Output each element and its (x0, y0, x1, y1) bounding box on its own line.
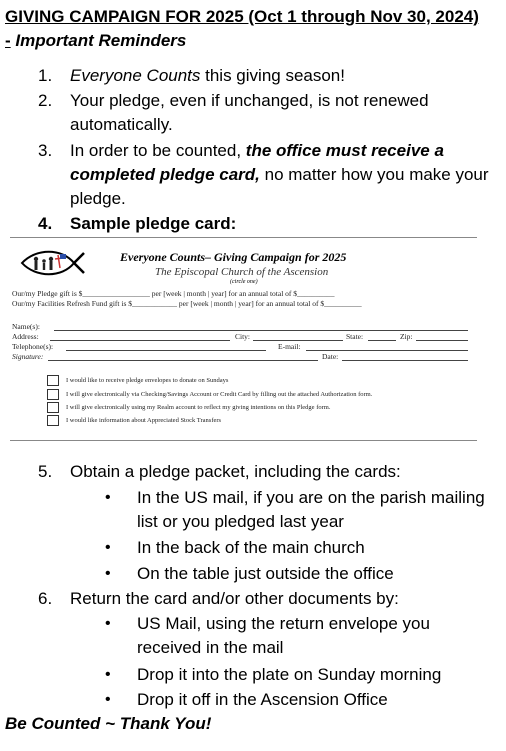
date-line (342, 360, 468, 361)
bullet-ascension-office: Drop it off in the Ascension Office (137, 690, 388, 709)
list-item-1 (70, 64, 490, 88)
signature-label: Signature: (12, 352, 44, 361)
option-stock: I would like information about Appreciated Stock Transfers (66, 417, 222, 424)
bullet-us-mail-return: US Mail, using the return envelope you received in the mail (137, 614, 430, 657)
facilities-row: Our/my Facilities Refresh Fund gift is $____________ per [week | month | year] for an annual total of $__________ (12, 299, 362, 308)
list-number: 3. (38, 141, 53, 160)
bullet-icon: • (105, 691, 111, 708)
names-line (54, 330, 468, 331)
state-label: State: (346, 332, 364, 341)
state-line (368, 340, 396, 341)
option-realm: I will give electronically using my Realm account to reflect my giving intentions on this Pledge form. (66, 404, 331, 411)
bullet-table-outside-office: On the table just outside the office (137, 564, 394, 583)
list-item-text: In order to be counted, (70, 141, 246, 160)
bullet-icon: • (105, 565, 111, 582)
pledge-row: Our/my Pledge gift is $__________________ per [week | month | year] for an annual total of $__________ (12, 289, 335, 298)
option-electronic-bank: I will give electronically via Checking/Savings Account or Credit Card by filling out the attached Authorization form. (66, 391, 373, 398)
email-label: E-mail: (278, 342, 301, 351)
list-item-5: Obtain a pledge packet, including the cards: (70, 462, 401, 481)
list-number: 1. (38, 66, 53, 85)
telephone-label: Telephone(s): (12, 342, 54, 351)
list-number: 6. (38, 589, 53, 608)
email-line (306, 350, 468, 351)
heading-subtitle: Important Reminders (15, 31, 187, 50)
list-number: 5. (38, 462, 53, 481)
bullet-icon: • (105, 539, 111, 556)
card-title-rest: Counts– Giving Campaign for 2025 (166, 250, 347, 264)
everyone-counts-text: Everyone Counts (70, 66, 201, 85)
address-label: Address: (12, 332, 39, 341)
sample-pledge-card (10, 237, 477, 441)
bullet-icon: • (105, 489, 111, 506)
city-line (253, 340, 343, 341)
circle-one-note: (circle one) (230, 279, 258, 285)
list-item-text: no matter how you make your pledge. (70, 165, 489, 208)
list-item-4: Sample pledge card: (70, 214, 237, 233)
list-number: 4. (38, 214, 53, 233)
closing-line: Be Counted ~ Thank You! (5, 714, 212, 733)
signature-line (48, 360, 318, 361)
office-requirement-text: the office must receive a completed pledge card, (70, 141, 444, 184)
bullet-icon: • (105, 615, 111, 632)
checkbox-envelopes (47, 375, 59, 386)
heading-title: GIVING CAMPAIGN FOR 2025 (Oct 1 through Nov 30, 2024) - (5, 7, 479, 50)
checkbox-electronic-bank (47, 389, 59, 400)
list-item-3 (70, 139, 490, 211)
list-number: 2. (38, 91, 53, 110)
zip-line (416, 340, 468, 341)
bullet-sunday-plate: Drop it into the plate on Sunday morning (137, 665, 442, 684)
checkbox-stock (47, 415, 59, 426)
list-item-text: this giving season! (200, 66, 345, 85)
heading (5, 5, 485, 53)
address-line (50, 340, 230, 341)
telephone-line (66, 350, 266, 351)
card-title-italic: Everyone (120, 250, 167, 264)
list-item-2: Your pledge, even if unchanged, is not renewed automatically. (70, 91, 429, 134)
names-label: Name(s): (12, 322, 40, 331)
option-envelopes: I would like to receive pledge envelopes to donate on Sundays (66, 377, 229, 384)
date-label: Date: (322, 352, 339, 361)
bullet-icon: • (105, 666, 111, 683)
zip-label: Zip: (400, 332, 413, 341)
checkbox-realm (47, 402, 59, 413)
bullet-back-of-church: In the back of the main church (137, 538, 365, 557)
fish-logo-icon (18, 246, 86, 280)
city-label: City: (235, 332, 251, 341)
card-subtitle: The Episcopal Church of the Ascension (155, 266, 329, 278)
bullet-us-mail-packet: In the US mail, if you are on the parish mailing list or you pledged last year (137, 488, 485, 531)
list-item-6: Return the card and/or other documents by: (70, 589, 399, 608)
card-title (120, 250, 346, 265)
